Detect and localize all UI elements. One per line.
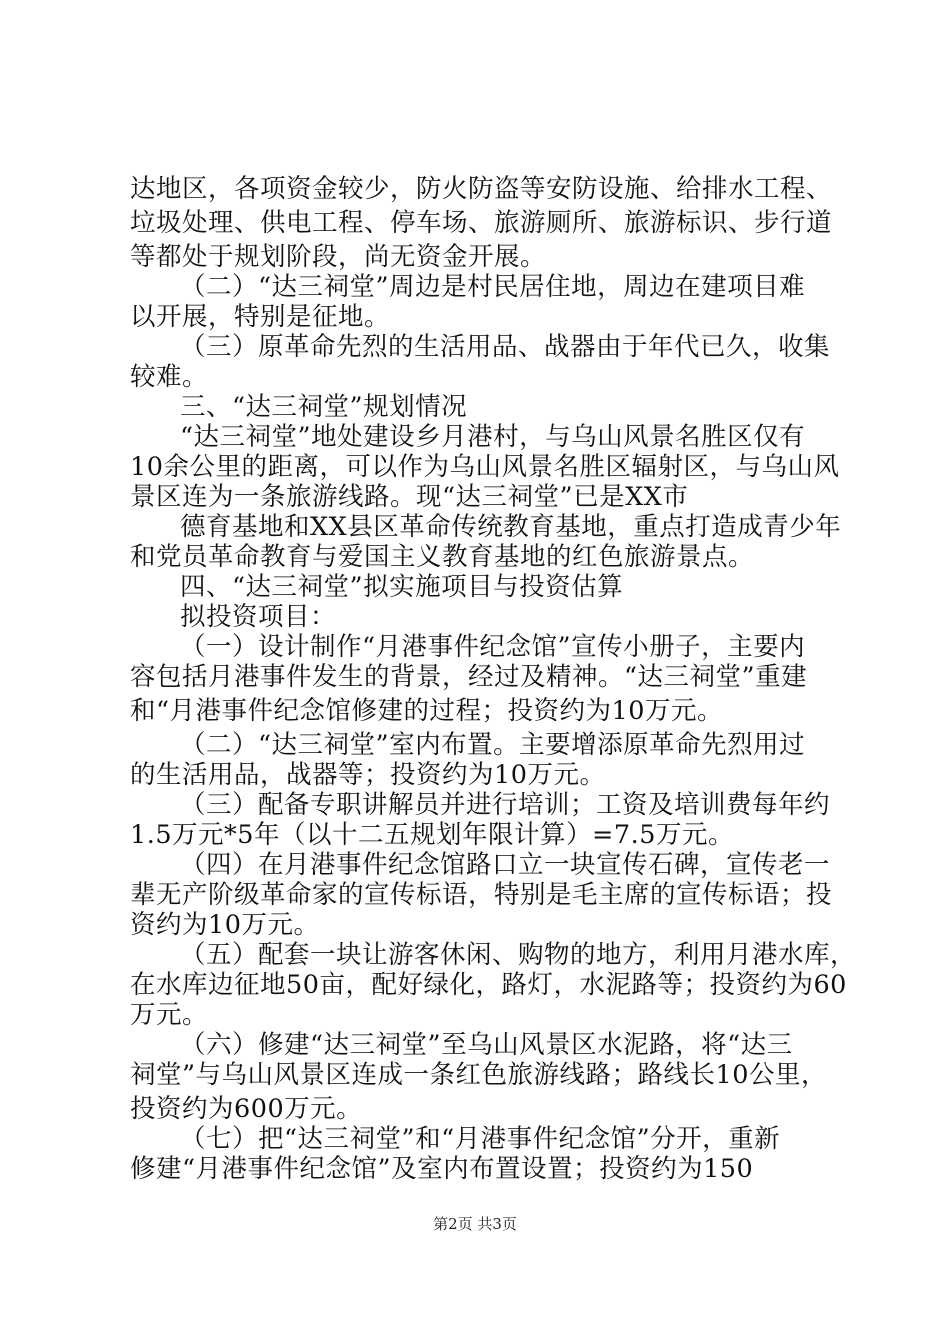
body-line: 拟投资项目： — [180, 602, 337, 632]
body-line: 资约为10万元。 — [130, 910, 320, 940]
body-line: （一）设计制作“月港事件纪念馆”宣传小册子，主要内 — [180, 632, 806, 662]
body-line: （七）把“达三祠堂”和“月港事件纪念馆”分开，重新 — [180, 1124, 781, 1154]
body-line: （五）配套一块让游客休闲、购物的地方，利用月港水库， — [180, 940, 857, 970]
body-line: 和党员革命教育与爱国主义教育基地的红色旅游景点。 — [130, 542, 755, 572]
body-line: 1.5万元*5年（以十二五规划年限计算）=7.5万元。 — [130, 820, 734, 850]
body-line: 较难。 — [130, 362, 209, 392]
body-line: （四）在月港事件纪念馆路口立一块宣传石碑，宣传老一 — [180, 850, 831, 880]
body-line: 的生活用品，战器等；投资约为10万元。 — [130, 760, 606, 790]
page-footer: 第2页 共3页 — [433, 1215, 517, 1233]
body-line: 景区连为一条旅游线路。现“达三祠堂”已是XX市 — [130, 482, 689, 512]
body-line: “达三祠堂”地处建设乡月港村，与乌山风景名胜区仅有 — [180, 422, 806, 452]
body-line: 修建“月港事件纪念馆”及室内布置设置；投资约为150 — [130, 1154, 754, 1184]
body-line: （二）“达三祠堂”室内布置。主要增添原革命先烈用过 — [180, 730, 806, 760]
body-line: 万元。 — [130, 1000, 209, 1030]
body-line: 10余公里的距离，可以作为乌山风景名胜区辐射区，与乌山风 — [130, 452, 840, 482]
body-line: 以开展，特别是征地。 — [130, 302, 391, 332]
body-line: （二）“达三祠堂”周边是村民居住地，周边在建项目难 — [180, 272, 806, 302]
body-line: 投资约为600万元。 — [130, 1094, 363, 1124]
section-heading: 三、“达三祠堂”规划情况 — [180, 392, 468, 422]
body-line: （三）原革命先烈的生活用品、战器由于年代已久，收集 — [180, 332, 831, 362]
body-line: 达地区，各项资金较少，防火防盗等安防设施、给排水工程、 — [130, 174, 833, 204]
body-line: 祠堂”与乌山风景区连成一条红色旅游线路；路线长10公里， — [130, 1060, 827, 1090]
body-line: （三）配备专职讲解员并进行培训；工资及培训费每年约 — [180, 790, 831, 820]
body-line: 垃圾处理、供电工程、停车场、旅游厕所、旅游标识、步行道 — [130, 208, 833, 238]
body-line: 等都处于规划阶段，尚无资金开展。 — [130, 242, 547, 272]
body-line: （六）修建“达三祠堂”至乌山风景区水泥路，将“达三 — [180, 1030, 793, 1060]
body-line: 容包括月港事件发生的背景，经过及精神。“达三祠堂”重建 — [130, 662, 808, 692]
body-line: 德育基地和XX县区革命传统教育基地，重点打造成青少年 — [180, 512, 842, 542]
body-line: 辈无产阶级革命家的宣传标语，特别是毛主席的宣传标语；投 — [130, 880, 833, 910]
body-line: 和“月港事件纪念馆修建的过程；投资约为10万元。 — [130, 696, 723, 726]
section-heading: 四、“达三祠堂”拟实施项目与投资估算 — [180, 572, 624, 602]
body-line: 在水库边征地50亩，配好绿化，路灯，水泥路等；投资约为60 — [130, 970, 847, 1000]
